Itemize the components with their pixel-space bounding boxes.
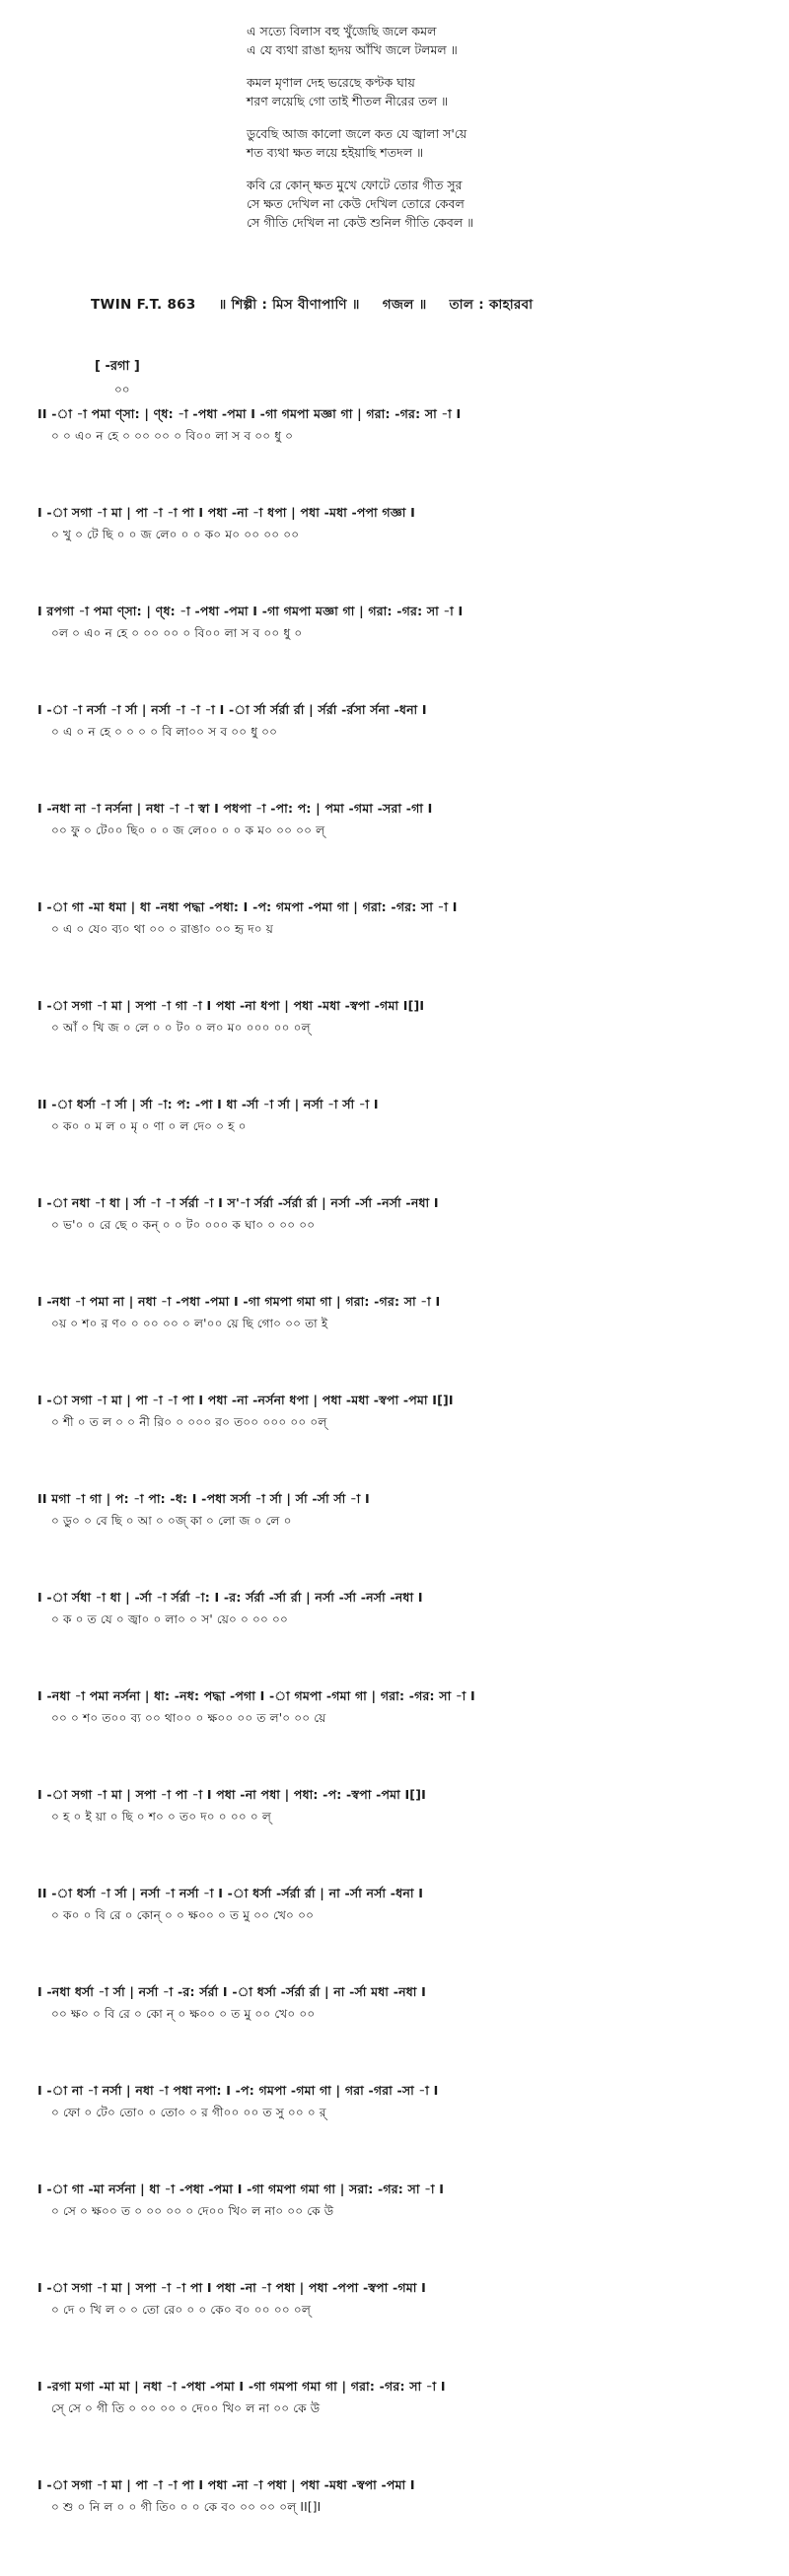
poem-line: কবি রে কোন্ ক্ষত মুখে ফোটে তোর গীত সুর (247, 178, 463, 192)
lyric-syllables: ০ল ০ এ০ ন হে ০ ০০ ০০ ০ বি০০ লা স ব ০০ ধু ০ (51, 626, 303, 640)
notation-row (37, 998, 748, 1097)
notation-row (37, 2280, 748, 2379)
poem-line: এ সত্যে বিলাস বহু খুঁজেছি জলে কমল (247, 24, 437, 38)
swaralipi-line: I -া সগা -া মা | পা -া -া পা I পধা -না -নর্সনা ধপা | পধা -মধা -স্বপা -পমা I[]I (37, 1393, 454, 1407)
swaralipi-line: I -া সগা -া মা | সপা -া -া পা I পধা -না -া পধা | পধা -পপা -স্বপা -গমা I (37, 2280, 426, 2295)
notation-row (37, 899, 748, 998)
notation-row (37, 801, 748, 899)
lyric-syllables: ০ ক০ ০ বি রে ০ কোন্ ০ ০ ক্ষ০০ ০ ত মু ০০ খে০ ০০ (51, 1908, 315, 1922)
swaralipi-line: I -নধা -া পমা না | নধা -া -পধা -পমা I -গা গমপা গমা গা | গরা: -গর: সা -া I (37, 1294, 441, 1309)
lyric-syllables: ০য় ০ শ০ র ণ০ ০ ০০ ০০ ০ ল'০০ য়ে ছি গো০ ০০ তা ই (51, 1317, 328, 1330)
poem-line: শরণ লয়েছি গো তাই শীতল নীরের তল ॥ (247, 94, 449, 108)
tala-label: তাল : কাহারবা (449, 297, 534, 313)
lyric-syllables: ০ ক ০ ত যে ০ জ্বা০ ০ লা০ ০ স' য়ে০ ০ ০০ ০০ (51, 1612, 289, 1626)
notation-row (37, 702, 748, 801)
poem-line: সে গীতি দেখিল না কেউ শুনিল গীতি কেবল ॥ (247, 215, 474, 230)
notation-row (37, 1393, 748, 1491)
lyric-syllables: ০ আঁ ০ খি জ ০ লে ০ ০ ট০ ০ ল০ ম০ ০০০ ০০ ০ল্ (51, 1021, 311, 1035)
lyric-syllables: ০ ডু০ ০ বে ছি ০ আ ০ ০জ্ কা ০ লো জ ০ লে ০ (51, 1514, 292, 1528)
record-info (91, 294, 550, 317)
section-marker (95, 357, 140, 401)
lyric-syllables: ০ ভ'০ ০ রে ছে ০ কন্ ০ ০ ট০ ০০০ ক ঘা০ ০ ০০ ০০ (51, 1218, 316, 1232)
swaralipi-line: I -া সগা -া মা | পা -া -া পা I পধা -না -া পধা | পধা -মধা -স্বপা -পমা I (37, 2477, 415, 2492)
lyric-syllables: ০ ফো ০ টে০ তো০ ০ তো০ ০ র গী০০ ০০ ত সু ০০ ০ র্ (51, 2106, 326, 2119)
notation-row (37, 406, 748, 505)
stanza-4 (247, 176, 681, 232)
notation-rows (37, 406, 748, 2576)
lyric-syllables: ০ সে ০ ক্ষ০০ ত ০ ০০ ০০ ০ দে০০ খি০ ল না০ ০০ কে উ (51, 2204, 334, 2218)
swaralipi-line: I -নধা -া পমা নর্সনা | ধা: -নধ: পদ্ধা -পগা I -া গমপা -গমা গা | গরা: -গর: সা -া I (37, 1688, 475, 1703)
artist-label: ॥ শিল্পী : মিস বীণাপাণি ॥ (218, 297, 360, 313)
song-lyrics (247, 22, 681, 246)
lyric-syllables: ০০ ক্ষ০ ০ বি রে ০ কো ন্ ০ ক্ষ০০ ০ ত মু ০০ খে০ ০০ (51, 2007, 316, 2021)
notation-row (37, 2379, 748, 2477)
notation-row (37, 1294, 748, 1393)
notation-row (37, 1590, 748, 1688)
lyric-syllables: ০ খু ০ টে ছি ০ ০ জ লে০ ০ ০ ক০ ম০ ০০ ০০ ০০ (51, 528, 300, 541)
poem-line: শত ব্যথা ক্ষত লয়ে হইয়াছি শতদল ॥ (247, 145, 424, 160)
swaralipi-line: I -া গা -মা ধমা | ধা -নধা পদ্ধা -পধা: I -প: গমপা -পমা গা | গরা: -গর: সা -া I (37, 899, 458, 914)
record-code: TWIN F.T. 863 (91, 297, 196, 313)
poem-line: কমল মৃণাল দেহ ভরেছে কণ্টক ঘায় (247, 75, 415, 90)
notation-row (37, 2477, 748, 2576)
notation-row (37, 2182, 748, 2280)
lyric-syllables: ০ শু ০ নি ল ০ ০ গী তি০ ০ ০ কে ব০ ০০ ০০ ০ল্ II[]I (51, 2500, 322, 2514)
notation-row (37, 2083, 748, 2182)
lyric-syllables: ০ দে ০ খি ল ০ ০ তো রে০ ০ ০ কে০ ব০ ০০ ০০ ০ল্ (51, 2303, 311, 2317)
stanza-2 (247, 73, 681, 110)
section-number: ০০ (114, 383, 130, 396)
lyric-syllables: সে্ সে ০ গী তি ০ ০০ ০০ ০ দে০০ খি০ ল না ০০ কে উ (51, 2401, 321, 2415)
notation-row (37, 505, 748, 604)
section-label: [ -রগা ] (95, 359, 140, 374)
notation-row (37, 1491, 748, 1590)
swaralipi-line: II -া -া পমা ণ্সা: | ণ্ধ: -া -পধা -পমা I -গা গমপা মজ্ঞা গা | গরা: -গর: সা -া I (37, 406, 462, 421)
swaralipi-line: I -া র্সধা -া ধা | -র্সা -া র্সর্রা -া: I -র: র্সর্রা -র্সা র্রা | নর্সা -র্সা -নর্সা -নধা I (37, 1590, 423, 1605)
swaralipi-line: I -া সগা -া মা | সপা -া পা -া I পধা -না পধা | পধা: -প: -স্বপা -পমা I[]I (37, 1787, 426, 1802)
lyric-syllables: ০০ ০ শ০ ত০০ ব্য ০০ থা০০ ০ ক্ষ০০ ০০ ত ল'০ ০০ য়ে (51, 1711, 326, 1725)
notation-row (37, 1787, 748, 1886)
swaralipi-line: I -া সগা -া মা | সপা -া গা -া I পধা -না ধপা | পধা -মধা -স্বপা -গমা I[]I (37, 998, 425, 1013)
lyric-syllables: ০ হ ০ ই য়া ০ ছি ০ শ০ ০ ত০ দ০ ০ ০০ ০ ল্ (51, 1810, 271, 1824)
swaralipi-line: I রপগা -া পমা ণ্সা: | ণ্ধ: -া -পধা -পমা I -গা গমপা মজ্ঞা গা | গরা: -গর: সা -া I (37, 604, 464, 618)
swaralipi-line: I -া নধা -া ধা | র্সা -া -া র্সর্রা -া I স'-া র্সর্রা -র্সর্রা র্রা | নর্সা -র্সা -নর্সা -নধা I (37, 1195, 439, 1210)
poem-line: এ যে ব্যথা রাঙা হৃদয় আঁখি জলে টলমল ॥ (247, 42, 458, 57)
swaralipi-line: I -রগা মগা -মা মা | নধা -া -পধা -পমা I -গা গমপা গমা গা | গরা: -গর: সা -া I (37, 2379, 446, 2394)
lyric-syllables: ০ ০ এ০ ন হে ০ ০০ ০০ ০ বি০০ লা স ব ০০ ধু ০ (51, 429, 294, 443)
lyric-syllables: ০ শী ০ ত ল ০ ০ নী রি০ ০ ০০০ র০ ত০০ ০০০ ০০ ০ল্ (51, 1415, 327, 1429)
swaralipi-line: II -া ধর্সা -া র্সা | নর্সা -া নর্সা -া I -া ধর্সা -র্সর্রা র্রা | না -র্সা নর্সা -ধনা I (37, 1886, 424, 1900)
swaralipi-line: I -া গা -মা নর্সনা | ধা -া -পধা -পমা I -গা গমপা গমা গা | সরা: -গর: সা -া I (37, 2182, 445, 2196)
swaralipi-line: II মগা -া গা | প: -া পা: -ধ: I -পধা সর্সা -া র্সা | র্সা -র্সা র্সা -া I (37, 1491, 370, 1506)
notation-row (37, 1097, 748, 1195)
lyric-syllables: ০০ ফু ০ টে০০ ছি০ ০ ০ জ লে০০ ০ ০ ক ম০ ০০ ০০ ল্ (51, 823, 325, 837)
stanza-1 (247, 22, 681, 59)
lyric-syllables: ০ এ ০ ন হে ০ ০ ০ ০ বি লা০০ স ব ০০ ধু ০০ (51, 725, 278, 739)
poem-line: ডুবেছি আজ কালো জলে কত যে জ্বালা স'য়ে (247, 126, 467, 141)
stanza-3 (247, 124, 681, 162)
notation-row (37, 1195, 748, 1294)
swaralipi-line: II -া ধর্সা -া র্সা | র্সা -া: প: -পা I ধা -র্সা -া র্সা | নর্সা -া র্সা -া I (37, 1097, 379, 1111)
swaralipi-line: I -া না -া নর্সা | নধা -া পধা নপা: I -প: গমপা -গমা গা | গরা -গরা -সা -া I (37, 2083, 439, 2098)
swaralipi-line: I -নধা না -া নর্সনা | নধা -া -া স্বা I পধপা -া -পা: প: | পমা -গমা -সরা -গা I (37, 801, 433, 816)
poem-line: সে ক্ষত দেখিল না কেউ দেখিল তোরে কেবল (247, 196, 465, 211)
notation-row (37, 1688, 748, 1787)
lyric-syllables: ০ ক০ ০ ম ল ০ মৃ ০ ণা ০ ল দে০ ০ হ ০ (51, 1119, 247, 1133)
swaralipi-line: I -া সগা -া মা | পা -া -া পা I পধা -না -া ধপা | পধা -মধা -পপা গজ্ঞা I (37, 505, 415, 520)
genre-label: গজল ॥ (382, 297, 427, 313)
notation-row (37, 604, 748, 702)
notation-row (37, 1886, 748, 1984)
swaralipi-line: I -নধা ধর্সা -া র্সা | নর্সা -া -র: র্সর্রা I -া ধর্সা -র্সর্রা র্রা | না -র্সা মধা -নধা I (37, 1984, 426, 1999)
swaralipi-line: I -া -া নর্সা -া র্সা | নর্সা -া -া -া I -া র্সা র্সর্রা র্রা | র্সর্রা -র্রসা র্সনা -ধনা I (37, 702, 427, 717)
lyric-syllables: ০ এ ০ যে০ ব্য০ থা ০০ ০ রাঙা০ ০০ হৃ দ০ য় (51, 922, 274, 936)
notation-row (37, 1984, 748, 2083)
